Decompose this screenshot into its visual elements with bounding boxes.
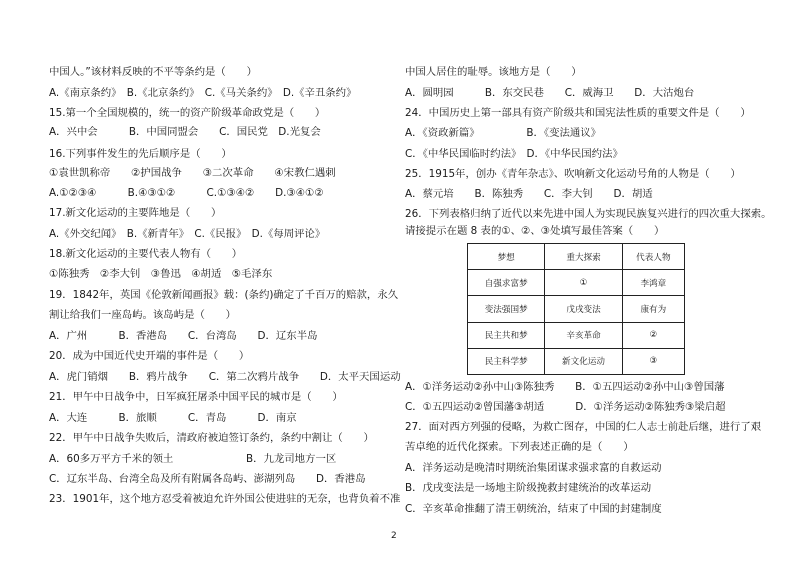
q27-stem-line1: 27．面对西方列强的侵略，为救亡图存，中国的仁人志士前赴后继，进行了艰 <box>405 421 762 433</box>
table-header-row <box>468 244 685 270</box>
q16-stem: 16.下列事件发生的先后顺序是（ ） <box>49 148 232 160</box>
q25-options: A．蔡元培 B．陈独秀 C．李大钊 D．胡适 <box>405 188 653 200</box>
q25-stem: 25．1915年，创办《青年杂志》、吹响新文化运动号角的人物是（ ） <box>405 168 741 180</box>
table-cell: ① <box>545 270 622 296</box>
q24-options-ab: A．《资政新篇》 B．《变法通议》 <box>405 127 602 139</box>
q19-stem-line1: 19．1842年，英国《伦敦新闻画报》载：(条约)确定了千百万的赔款，永久 <box>49 289 399 301</box>
q23-stem: 23．1901年，这个地方忍受着被迫允许外国公使进驻的无奈，也背负着不准 <box>49 493 401 505</box>
q15-options: A．兴中会 B．中国同盟会 C．国民党 D.光复会 <box>49 126 321 138</box>
q23-options: A．圆明园 B．东交民巷 C．威海卫 D．大沽炮台 <box>405 87 695 99</box>
table-cell: 李鸿章 <box>622 270 684 296</box>
table-cell: ② <box>622 322 684 348</box>
q22-options-cd: C．辽东半岛、台湾全岛及所有附属各岛屿、澎湖列岛 D．香港岛 <box>49 473 366 485</box>
q20-options: A．虎门销烟 B．鸦片战争 C．第二次鸦片战争 D．太平天国运动 <box>49 371 401 383</box>
table-row <box>468 348 685 374</box>
table-header-cell: 重大探索 <box>545 244 622 270</box>
q17-options: A.《外交纪闻》 B.《新青年》 C.《民报》 D.《每周评论》 <box>49 228 326 240</box>
q20-stem: 20．成为中国近代史开端的事件是（ ） <box>49 350 250 362</box>
q22-stem: 22．甲午中日战争失败后，清政府被迫签订条约，条约中割让（ ） <box>49 432 374 444</box>
table-cell: 戊戌变法 <box>545 296 622 322</box>
q26-stem-line2: 请接提示在题 8 表的①、②、③处填写最佳答案（ ） <box>405 225 665 237</box>
q14-options: A.《南京条约》 B.《北京条约》 C.《马关条约》 D.《辛丑条约》 <box>49 87 357 99</box>
table-cell: ③ <box>622 348 684 374</box>
q16-events: ①袁世凯称帝 ②护国战争 ③二次革命 ④宋教仁遇刺 <box>49 167 336 179</box>
table-cell: 民主科学梦 <box>468 348 545 374</box>
q18-stem: 18.新文化运动的主要代表人物有（ ） <box>49 248 243 260</box>
q19-options: A．广州 B．香港岛 C．台湾岛 D．辽东半岛 <box>49 330 318 342</box>
page-number: 2 <box>391 531 397 541</box>
table-row <box>468 270 685 296</box>
q26-options-ab: A．①洋务运动②孙中山③陈独秀 B．①五四运动②孙中山③曾国藩 <box>405 381 725 393</box>
table-cell: 辛亥革命 <box>545 322 622 348</box>
q19-stem-line2: 割让给我们一座岛屿。该岛屿是（ ） <box>49 309 237 321</box>
table-cell: 康有为 <box>622 296 684 322</box>
table-cell: 变法强国梦 <box>468 296 545 322</box>
q27-option-a: A．洋务运动是晚清时期统治集团谋求强求富的自救运动 <box>405 462 662 474</box>
q27-option-c: C．辛亥革命推翻了清王朝统治，结束了中国的封建制度 <box>405 503 662 515</box>
q16-options: A.①②③④ B.④③①② C.①③④② D.③④①② <box>49 187 324 199</box>
q22-options-ab: A．60多万平方千米的领土 B．九龙司地方一区 <box>49 453 337 465</box>
q24-options-cd: C．《中华民国临时约法》 D．《中华民国约法》 <box>405 148 623 160</box>
q27-stem-line2: 苦卓绝的近代化探索。下列表述正确的是（ ） <box>405 441 634 453</box>
q26-stem-line1: 26．下列表格归纳了近代以来先进中国人为实现民族复兴进行的四次重大探索。 <box>405 208 772 220</box>
q26-table <box>467 243 685 375</box>
q23-tail: 中国人居住的耻辱。该地方是（ ） <box>405 66 582 78</box>
table-header-cell: 梦想 <box>468 244 545 270</box>
q21-options: A．大连 B．旅顺 C．青岛 D．南京 <box>49 412 297 424</box>
table-cell: 新文化运动 <box>545 348 622 374</box>
table-row <box>468 296 685 322</box>
q15-stem: 15.第一个全国规模的，统一的资产阶级革命政党是（ ） <box>49 107 326 119</box>
table-cell: 自强求富梦 <box>468 270 545 296</box>
q17-stem: 17.新文化运动的主要阵地是（ ） <box>49 207 222 219</box>
q14-tail: 中国人。”该材料反映的不平等条约是（ ） <box>49 66 257 78</box>
q18-people: ①陈独秀 ②李大钊 ③鲁迅 ④胡适 ⑤毛泽东 <box>49 268 273 280</box>
table-cell: 民主共和梦 <box>468 322 545 348</box>
q27-option-b: B．戊戌变法是一场地主阶级挽救封建统治的改革运动 <box>405 482 652 494</box>
q26-options-cd: C．①五四运动②曾国藩③胡适 D．①洋务运动②陈独秀③梁启超 <box>405 401 726 413</box>
q21-stem: 21．甲午中日战争中，日军疯狂屠杀中国平民的城市是（ ） <box>49 391 343 403</box>
table-row <box>468 322 685 348</box>
q24-stem: 24．中国历史上第一部具有资产阶级共和国宪法性质的重要文件是（ ） <box>405 107 751 119</box>
table-header-cell: 代表人物 <box>622 244 684 270</box>
